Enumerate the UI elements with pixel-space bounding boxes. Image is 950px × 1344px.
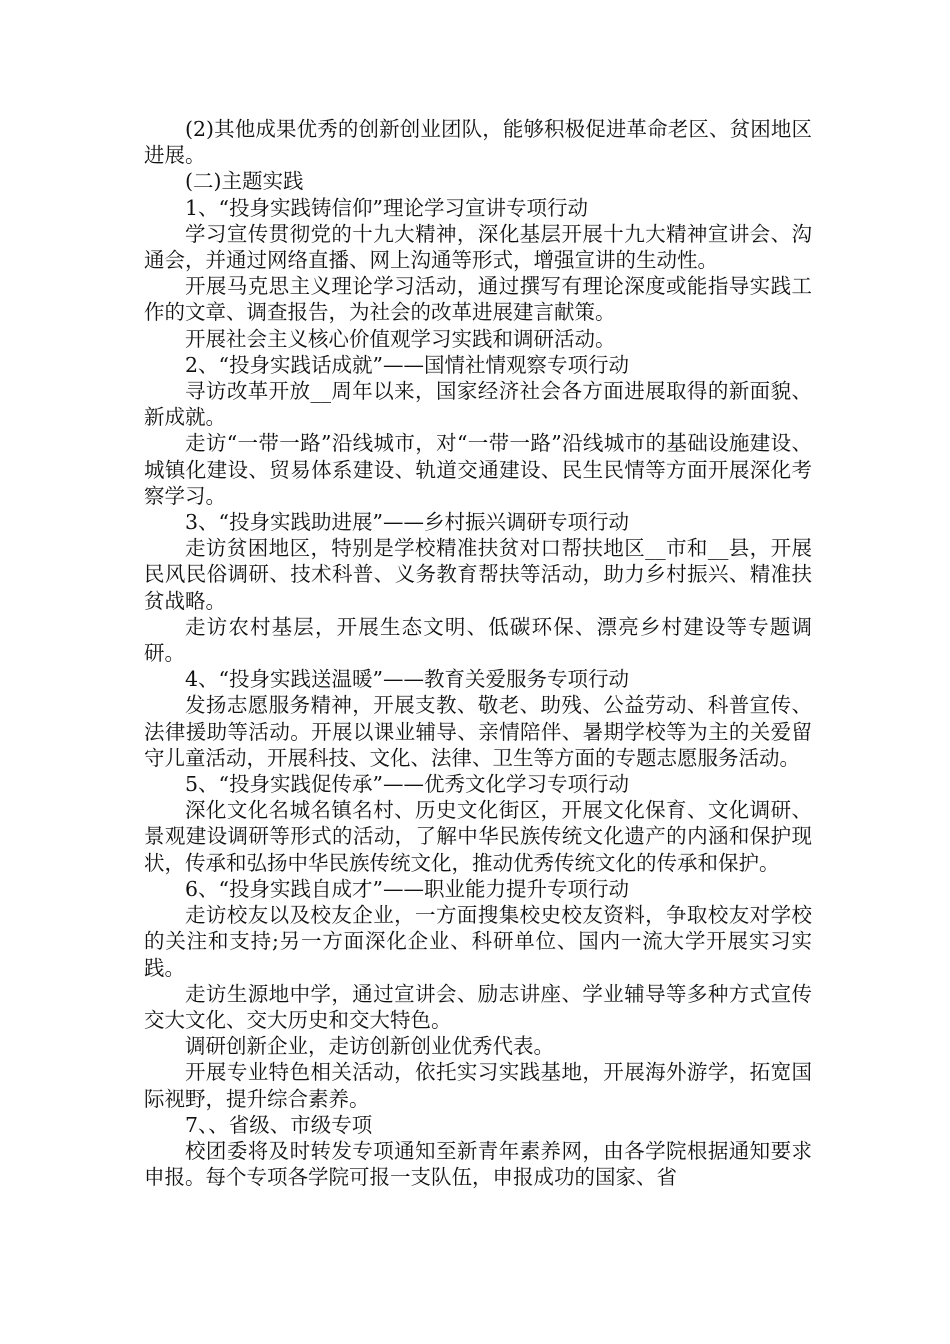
paragraph: 调研创新企业，走访创新创业优秀代表。 [185,1034,554,1059]
paragraph: 走访生源地中学，通过宣讲会、励志讲座、学业辅导等多种方式宣传交大文化、交大历史和交大特色。 [144,981,812,1032]
subsection-heading: 3、“投身实践助进展”——乡村振兴调研专项行动 [185,510,630,535]
subsection-heading: 5、“投身实践促传承”——优秀文化学习专项行动 [185,772,630,797]
paragraph: 走访贫困地区，特别是学校精准扶贫对口帮扶地区__市和__县，开展民风民俗调研、技术科普、义务教育帮扶等活动，助力乡村振兴、精准扶贫战略。 [144,536,812,613]
subsection-heading: 2、“投身实践话成就”——国情社情观察专项行动 [185,352,630,377]
subsection-heading: 6、“投身实践自成才”——职业能力提升专项行动 [185,876,630,901]
paragraph: 寻访改革开放__周年以来，国家经济社会各方面进展取得的新面貌、新成就。 [144,379,812,430]
section-heading: (二)主题实践 [185,169,304,194]
subsection-heading: 1、“投身实践铸信仰”理论学习宣讲专项行动 [185,195,589,220]
paragraph: 开展马克思主义理论学习活动，通过撰写有理论深度或能指导实践工作的文章、调查报告，为社会的改革进展建言献策。 [144,274,812,325]
paragraph: 走访“一带一路”沿线城市，对“一带一路”沿线城市的基础设施建设、城镇化建设、贸易体系建设、轨道交通建设、民生民情等方面开展深化考察学习。 [144,431,812,508]
document-page [144,116,812,1326]
paragraph: 深化文化名城名镇名村、历史文化街区，开展文化保育、文化调研、景观建设调研等形式的活动，了解中华民族传统文化遗产的内涵和保护现状，传承和弘扬中华民族传统文化，推动优秀传统文化的传承和保护。 [144,798,812,875]
paragraph: 走访校友以及校友企业，一方面搜集校史校友资料，争取校友对学校的关注和支持;另一方面深化企业、科研单位、国内一流大学开展实习实践。 [144,903,812,980]
paragraph: 开展专业特色相关活动，依托实习实践基地，开展海外游学，拓宽国际视野，提升综合素养。 [144,1060,812,1111]
paragraph: 开展社会主义核心价值观学习实践和调研活动。 [185,326,616,351]
paragraph: 校团委将及时转发专项通知至新青年素养网，由各学院根据通知要求申报。每个专项各学院可报一支队伍，申报成功的国家、省 [144,1138,812,1190]
paragraph: 学习宣传贯彻党的十九大精神，深化基层开展十九大精神宣讲会、沟通会，并通过网络直播、网上沟通等形式，增强宣讲的生动性。 [144,221,812,273]
paragraph: (2)其他成果优秀的创新创业团队，能够积极促进革命老区、贫困地区进展。 [144,117,812,168]
paragraph: 发扬志愿服务精神，开展支教、敬老、助残、公益劳动、科普宣传、法律援助等活动。开展以课业辅导、亲情陪伴、暑期学校等为主的关爱留守儿童活动，开展科技、文化、法律、卫生等方面的专题志愿服务活动。 [144,693,812,770]
subsection-heading: 7、、省级、市级专项 [185,1112,373,1137]
subsection-heading: 4、“投身实践送温暖”——教育关爱服务专项行动 [185,667,630,692]
paragraph: 走访农村基层，开展生态文明、低碳环保、漂亮乡村建设等专题调研。 [144,614,812,666]
